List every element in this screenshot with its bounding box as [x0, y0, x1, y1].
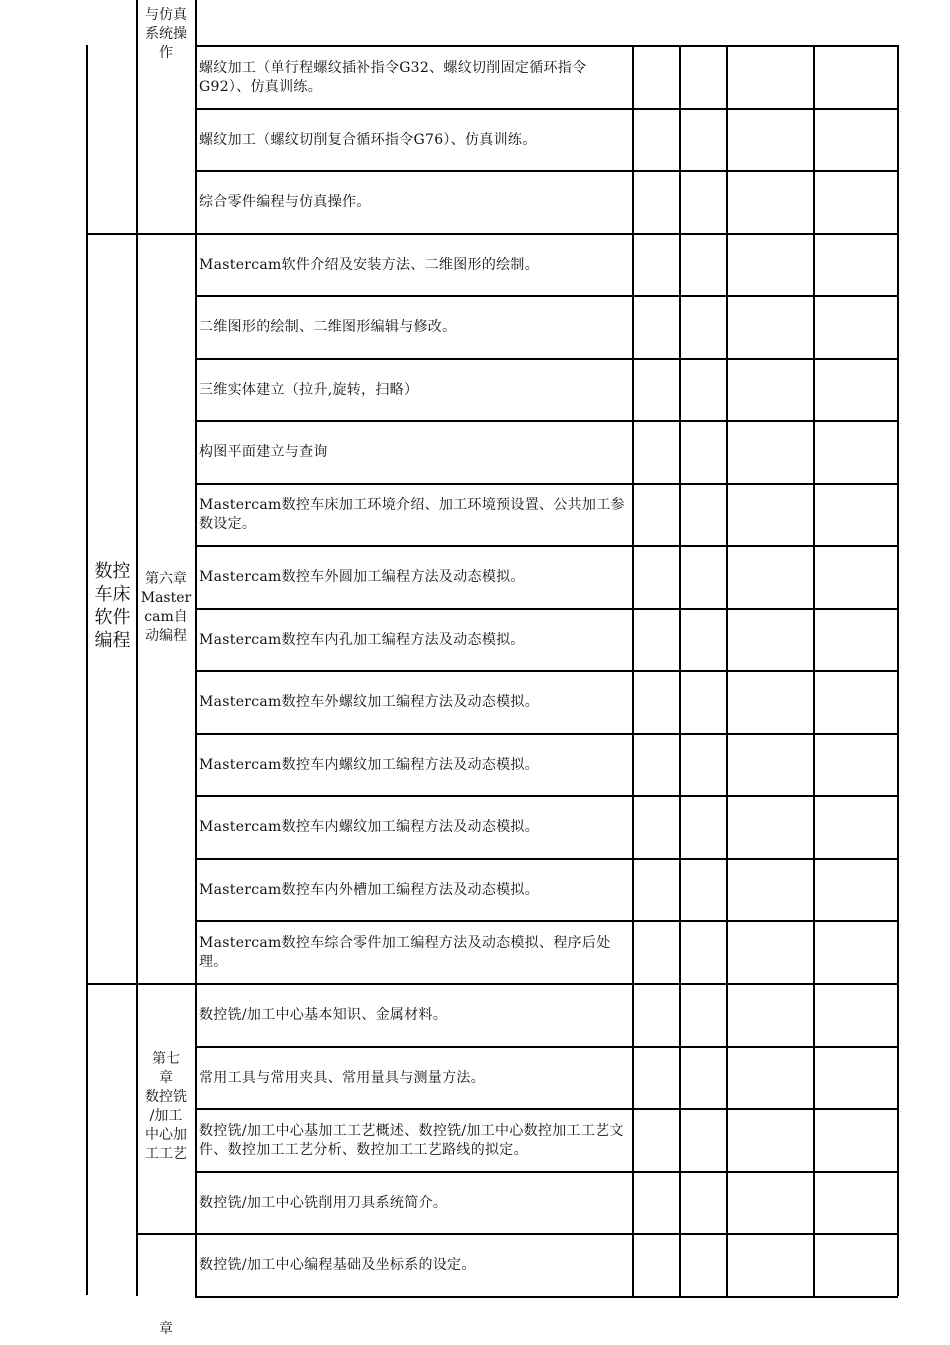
row-divider	[195, 608, 898, 610]
row-divider	[195, 108, 898, 110]
row-divider	[195, 358, 898, 360]
row-divider	[195, 983, 898, 985]
col-border	[897, 45, 899, 1296]
row-divider	[195, 233, 898, 235]
row-divider	[195, 545, 898, 547]
table-row-text: Mastercam数控车内孔加工编程方法及动态模拟。	[199, 631, 525, 648]
table-row-text: 数控铣/加工中心基加工工艺概述、数控铣/加工中心数控加工工艺文件、数控加工工艺分析、数控加工工艺路线的拟定。	[199, 1122, 624, 1158]
col-border	[813, 45, 815, 1296]
col-border	[195, 0, 197, 1296]
row-divider	[195, 1296, 898, 1298]
chapter-divider	[136, 1233, 195, 1235]
table-row-text: 三维实体建立（拉升,旋转，扫略）	[199, 381, 419, 398]
table-row-text: Mastercam软件介绍及安装方法、二维图形的绘制。	[199, 256, 540, 273]
table-row-text: 螺纹加工（螺纹切削复合循环指令G76）、仿真训练。	[199, 131, 537, 148]
row-divider	[195, 920, 898, 922]
row-divider	[195, 858, 898, 860]
course-divider	[86, 983, 195, 985]
course-name: 数控 车床 软件 编程	[94, 561, 131, 651]
row-divider	[195, 295, 898, 297]
row-divider	[195, 1046, 898, 1048]
table-row-text: 常用工具与常用夹具、常用量具与测量方法。	[199, 1069, 485, 1086]
table-row-text: 综合零件编程与仿真操作。	[199, 194, 371, 210]
row-divider	[195, 45, 898, 47]
col-border	[679, 45, 681, 1296]
row-divider	[195, 1233, 898, 1235]
col-border	[86, 45, 88, 1295]
table-row-text: Mastercam数控车床加工环境介绍、加工环境预设置、公共加工参数设定。	[199, 497, 625, 532]
table-row-text: Mastercam数控车综合零件加工编程方法及动态模拟、程序后处理。	[199, 934, 611, 970]
row-divider	[195, 1171, 898, 1173]
table-row-text: Mastercam数控车内螺纹加工编程方法及动态模拟。	[199, 756, 540, 773]
table-row-text: Mastercam数控车内螺纹加工编程方法及动态模拟。	[199, 819, 540, 835]
table-row-text: 构图平面建立与查询	[199, 444, 328, 460]
row-divider	[195, 483, 898, 485]
course-divider	[86, 233, 195, 235]
table-row-text: 数控铣/加工中心基本知识、金属材料。	[199, 1007, 448, 1023]
chapter-7-label: 第七 章 数控铣 /加工 中心加 工工艺	[145, 1051, 187, 1162]
table-row-text: 数控铣/加工中心编程基础及坐标系的设定。	[199, 1257, 476, 1273]
col-border	[726, 45, 728, 1296]
row-divider	[195, 1108, 898, 1110]
table-row-text: Mastercam数控车内外槽加工编程方法及动态模拟。	[199, 881, 540, 898]
table-row-text: Mastercam数控车外圆加工编程方法及动态模拟。	[199, 569, 525, 585]
row-divider	[195, 420, 898, 422]
table-row-text: 螺纹加工（单行程螺纹插补指令G32、螺纹切削固定循环指令G92）、仿真训练。	[199, 59, 587, 95]
row-divider	[195, 795, 898, 797]
table-row-text: 数控铣/加工中心铣削用刀具系统简介。	[199, 1194, 448, 1211]
table-row-text: 二维图形的绘制、二维图形编辑与修改。	[199, 319, 457, 335]
row-divider	[195, 733, 898, 735]
chapter-fragment-bottom: 章	[159, 1321, 173, 1337]
row-divider	[195, 670, 898, 672]
chapter-6-label: 第六章 Master cam自 动编程	[140, 571, 192, 644]
chapter-fragment-top: 与仿真 系统操 作	[145, 7, 187, 61]
col-border	[632, 45, 634, 1296]
table-row-text: Mastercam数控车外螺纹加工编程方法及动态模拟。	[199, 694, 540, 710]
row-divider	[195, 170, 898, 172]
